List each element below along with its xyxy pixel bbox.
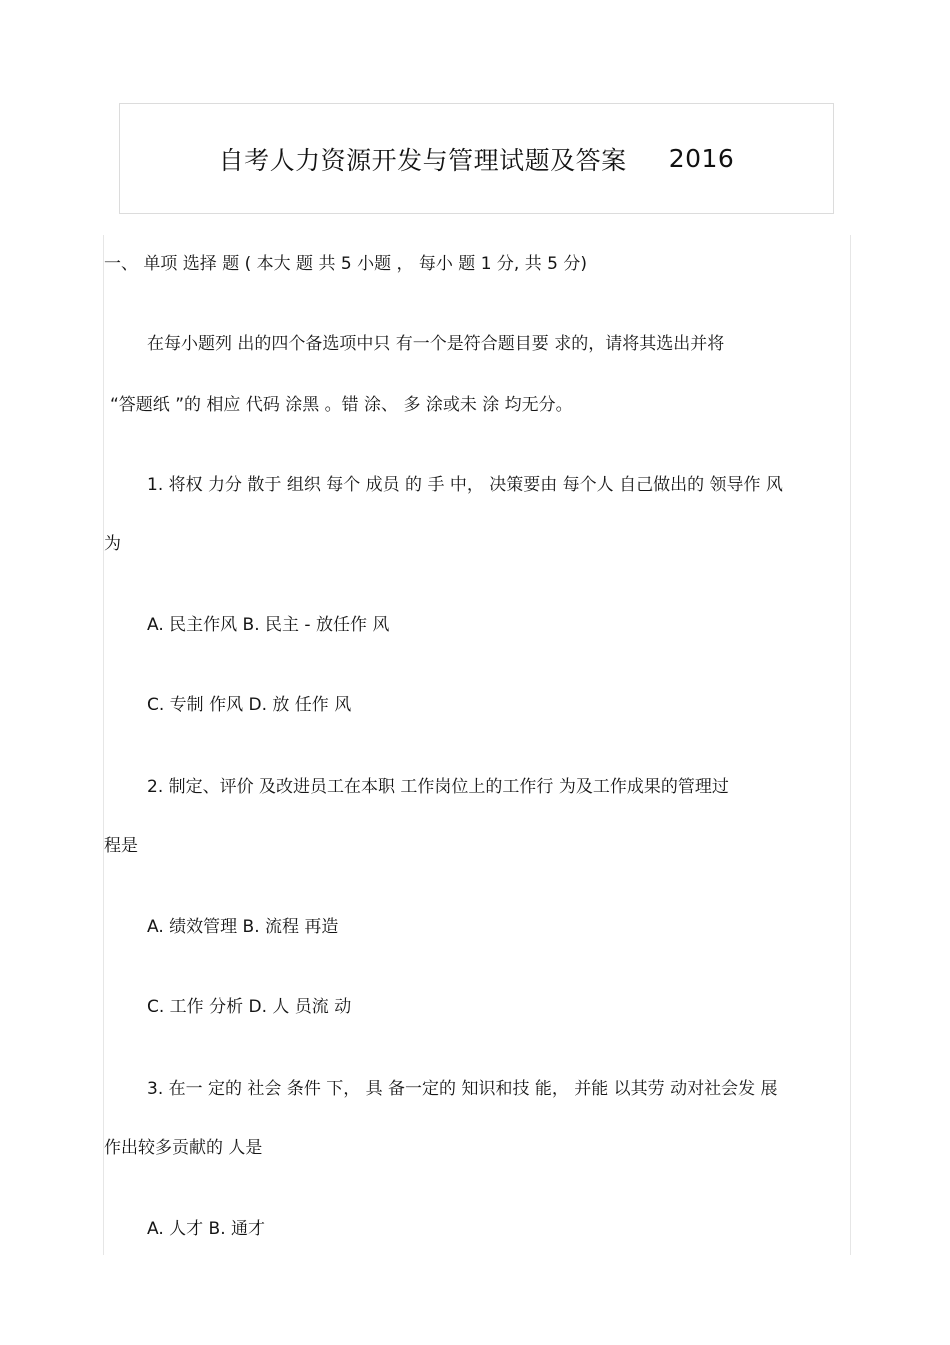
question-1-stem-cont: 为 (104, 534, 121, 554)
question-2-stem-cont: 程是 (104, 836, 138, 856)
question-1-options-ab: A. 民主作风 B. 民主 - 放任作 风 (147, 615, 390, 635)
instruction-line-1: 在每小题列 出的四个备选项中只 有一个是符合题目要 求的，请将其选出并将 (147, 334, 725, 354)
document-title (120, 104, 833, 213)
document-body (103, 235, 851, 1255)
question-3-stem-cont: 作出较多贡献的 人是 (104, 1138, 263, 1158)
question-2-options-cd: C. 工作 分析 D. 人 员流 动 (147, 997, 352, 1017)
question-3-options-ab: A. 人才 B. 通才 (147, 1219, 266, 1239)
question-1-stem: 1. 将权 力分 散于 组织 每个 成员 的 手 中， 决策要由 每个人 自己做出的 领导作 风 (147, 475, 783, 495)
question-3-stem: 3. 在一 定的 社会 条件 下， 具 备一定的 知识和技 能， 并能 以其劳 动对社会发 展 (147, 1079, 778, 1099)
section-heading: 一、 单项 选择 题 ( 本大 题 共 5 小题 ， 每小 题 1 分, 共 5 分) (104, 254, 587, 274)
title-box (119, 103, 834, 214)
question-2-stem: 2. 制定、评价 及改进员工在本职 工作岗位上的工作行 为及工作成果的管理过 (147, 777, 729, 797)
question-2-options-ab: A. 绩效管理 B. 流程 再造 (147, 917, 339, 937)
question-1-options-cd: C. 专制 作风 D. 放 任作 风 (147, 695, 352, 715)
title-text: 自考人力资源开发与管理试题及答案 (218, 145, 627, 175)
title-year: 2016 (668, 144, 735, 173)
instruction-line-2: “答题纸 ”的 相应 代码 涂黑 。错 涂、 多 涂或未 涂 均无分。 (110, 395, 573, 415)
